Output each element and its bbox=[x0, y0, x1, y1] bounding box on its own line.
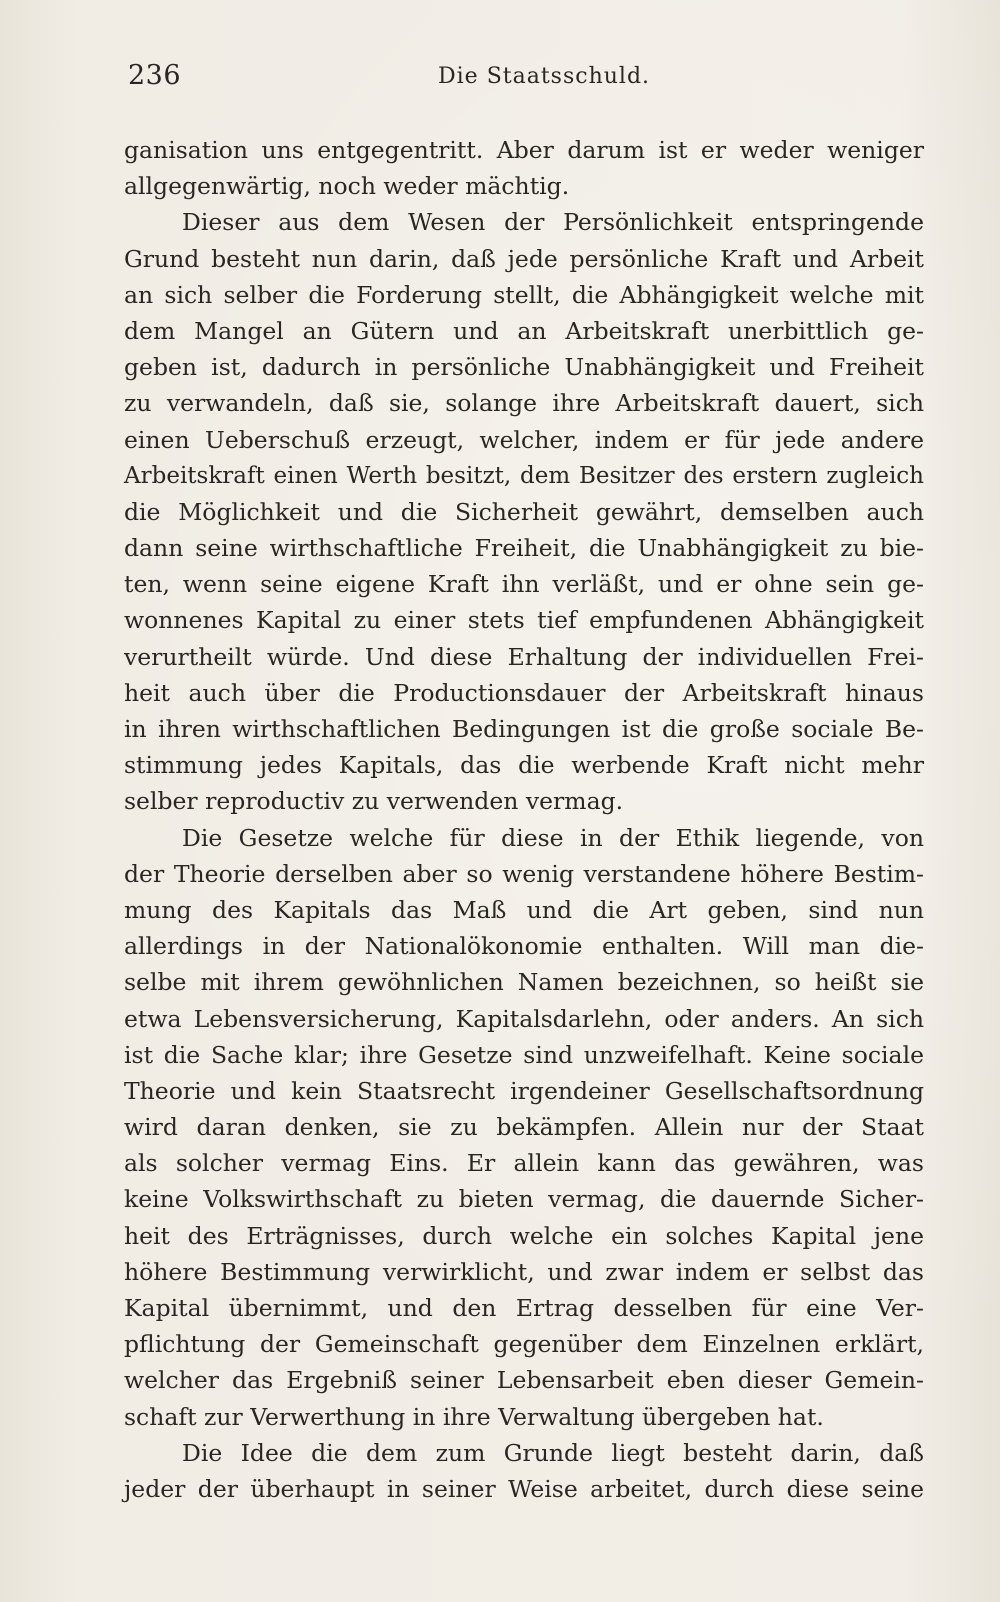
text-line: heit auch über die Productionsdauer der Arbeitskraft hinaus bbox=[124, 678, 924, 707]
text-line: einen Ueberschuß erzeugt, welcher, indem er für jede andere bbox=[124, 425, 924, 454]
text-line: allerdings in der Nationalökonomie enthalten. Will man die- bbox=[124, 932, 924, 961]
text-line: die Möglichkeit und die Sicherheit gewährt, demselben auch bbox=[124, 497, 924, 526]
text-line: Arbeitskraft einen Werth besitzt, dem Besitzer des erstern zugleich bbox=[124, 462, 924, 489]
text-line: verurtheilt würde. Und diese Erhaltung der individuellen Frei- bbox=[124, 642, 924, 671]
text-line: als solcher vermag Eins. Er allein kann das gewähren, was bbox=[124, 1149, 924, 1178]
text-line: keine Volkswirthschaft zu bieten vermag, die dauernde Sicher- bbox=[124, 1185, 924, 1214]
text-line: ganisation uns entgegentritt. Aber darum ist er weder weniger bbox=[124, 136, 924, 164]
text-line: ist die Sache klar; ihre Gesetze sind unzweifelhaft. Keine sociale bbox=[124, 1040, 924, 1069]
text-line: dem Mangel an Gütern und an Arbeitskraft unerbittlich ge- bbox=[124, 316, 924, 345]
text-line: Die Idee die dem zum Grunde liegt besteht darin, daß bbox=[182, 1438, 924, 1467]
text-line: geben ist, dadurch in persönliche Unabhängigkeit und Freiheit bbox=[124, 353, 924, 382]
running-head: Die Staatsschuld. bbox=[438, 64, 651, 89]
text-line: zu verwandeln, daß sie, solange ihre Arbeitskraft dauert, sich bbox=[124, 389, 924, 418]
text-line: wird daran denken, sie zu bekämpfen. Allein nur der Staat bbox=[124, 1113, 924, 1142]
text-line: wonnenes Kapital zu einer stets tief empfundenen Abhängigkeit bbox=[124, 606, 924, 635]
text-line: Die Gesetze welche für diese in der Ethik liegende, von bbox=[182, 823, 924, 852]
page-number: 236 bbox=[128, 60, 182, 91]
page-header bbox=[128, 60, 913, 100]
text-line: in ihren wirthschaftlichen Bedingungen ist die große sociale Be- bbox=[124, 715, 924, 743]
text-line: schaft zur Verwerthung in ihre Verwaltung übergeben hat. bbox=[124, 1402, 824, 1431]
text-line: selber reproductiv zu verwenden vermag. bbox=[124, 787, 624, 816]
text-line: ten, wenn seine eigene Kraft ihn verläßt, und er ohne sein ge- bbox=[124, 570, 924, 599]
text-line: jeder der überhaupt in seiner Weise arbeitet, durch diese seine bbox=[124, 1474, 924, 1503]
text-line: mung des Kapitals das Maß und die Art geben, sind nun bbox=[124, 895, 924, 924]
text-line: Theorie und kein Staatsrecht irgendeiner Gesellschaftsordnung bbox=[124, 1076, 924, 1105]
body-text bbox=[124, 132, 924, 1507]
text-line: pflichtung der Gemeinschaft gegenüber dem Einzelnen erklärt, bbox=[124, 1330, 924, 1359]
text-line: etwa Lebensversicherung, Kapitalsdarlehn, oder anders. An sich bbox=[124, 1004, 924, 1033]
text-line: allgegenwärtig, noch weder mächtig. bbox=[124, 172, 570, 201]
text-line: Kapital übernimmt, und den Ertrag desselben für eine Ver- bbox=[124, 1294, 924, 1322]
text-line: Grund besteht nun darin, daß jede persönliche Kraft und Arbeit bbox=[124, 244, 924, 273]
text-line: höhere Bestimmung verwirklicht, und zwar indem er selbst das bbox=[124, 1257, 924, 1286]
text-line: an sich selber die Forderung stellt, die Abhängigkeit welche mit bbox=[124, 280, 924, 309]
text-line: selbe mit ihrem gewöhnlichen Namen bezeichnen, so heißt sie bbox=[124, 968, 924, 997]
text-line: dann seine wirthschaftliche Freiheit, die Unabhängigkeit zu bie- bbox=[124, 534, 924, 563]
text-line: stimmung jedes Kapitals, das die werbende Kraft nicht mehr bbox=[124, 751, 924, 780]
text-line: welcher das Ergebniß seiner Lebensarbeit eben dieser Gemein- bbox=[124, 1366, 924, 1395]
text-line: Dieser aus dem Wesen der Persönlichkeit entspringende bbox=[182, 208, 924, 237]
text-line: der Theorie derselben aber so wenig verstandene höhere Bestim- bbox=[124, 859, 924, 888]
text-line: heit des Erträgnisses, durch welche ein solches Kapital jene bbox=[124, 1221, 924, 1250]
